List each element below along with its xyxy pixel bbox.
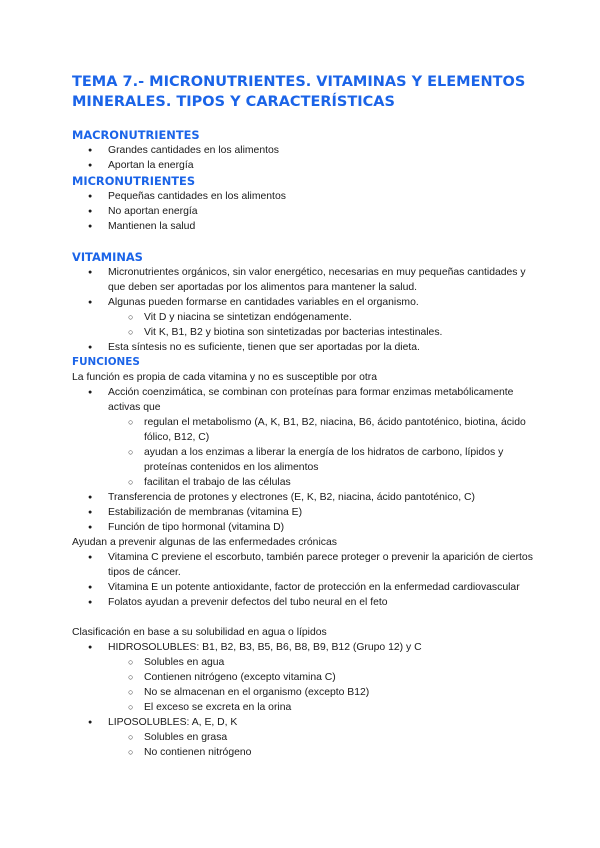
heading-micronutrientes: MICRONUTRIENTES <box>72 174 196 188</box>
list-item: ● Vitamina E un potente antioxidante, factor de protección en la enfermedad cardiovascular <box>72 580 542 595</box>
list-item: ● Folatos ayudan a prevenir defectos del tubo neural en el feto <box>72 595 542 610</box>
list-item: ● Función de tipo hormonal (vitamina D) <box>72 520 542 535</box>
micronutrientes-list <box>72 189 542 234</box>
list-item: ● HIDROSOLUBLES: B1, B2, B3, B5, B6, B8, B9, B12 (Grupo 12) y C <box>72 640 542 655</box>
vitaminas-list <box>72 265 542 355</box>
list-item: ● LIPOSOLUBLES: A, E, D, K <box>72 715 542 730</box>
list-subitem: ○ ayudan a los enzimas a liberar la energía de los hidratos de carbono, lípidos y proteínas contenidos en los alimentos <box>72 445 542 475</box>
list-subitem: ○ Vit K, B1, B2 y biotina son sintetizadas por bacterias intestinales. <box>72 325 542 340</box>
list-subitem: ○ Contienen nitrógeno (excepto vitamina C) <box>72 670 542 685</box>
document-body <box>72 127 542 760</box>
prevencion-list <box>72 550 542 610</box>
list-item: ● Esta síntesis no es suficiente, tienen que ser aportadas por la dieta. <box>72 340 542 355</box>
list-item: ● Algunas pueden formarse en cantidades variables en el organismo. <box>72 295 542 310</box>
list-subitem: ○ No contienen nitrógeno <box>72 745 542 760</box>
list-item: ● Pequeñas cantidades en los alimentos <box>72 189 542 204</box>
list-subitem: ○ Solubles en grasa <box>72 730 542 745</box>
list-subitem: ○ El exceso se excreta en la orina <box>72 700 542 715</box>
list-subitem: ○ Solubles en agua <box>72 655 542 670</box>
page-title: TEMA 7.- MICRONUTRIENTES. VITAMINAS Y ELEMENTOS MINERALES. TIPOS Y CARACTERÍSTICAS <box>72 74 526 110</box>
macronutrientes-list <box>72 143 542 173</box>
list-item: ● Micronutrientes orgánicos, sin valor energético, necesarias en muy pequeñas cantidades y que deben ser aportadas por los alimentos para mantener la salud. <box>72 265 542 295</box>
list-subitem: ○ Vit D y niacina se sintetizan endógenamente. <box>72 310 542 325</box>
heading-macronutrientes: MACRONUTRIENTES <box>72 128 200 142</box>
list-item: ● Transferencia de protones y electrones (E, K, B2, niacina, ácido pantoténico, C) <box>72 490 542 505</box>
list-item: ● Estabilización de membranas (vitamina E) <box>72 505 542 520</box>
heading-vitaminas: VITAMINAS <box>72 250 143 264</box>
list-item: ● Grandes cantidades en los alimentos <box>72 143 542 158</box>
paragraph: La función es propia de cada vitamina y no es susceptible por otra <box>72 372 377 383</box>
clasificacion-list <box>72 640 542 760</box>
list-item: ● Vitamina C previene el escorbuto, también parece proteger o prevenir la aparición de ciertos tipos de cáncer. <box>72 550 542 580</box>
spacer <box>72 234 542 249</box>
list-subitem: ○ facilitan el trabajo de las células <box>72 475 542 490</box>
heading-funciones: FUNCIONES <box>72 356 140 368</box>
list-item: ● Mantienen la salud <box>72 219 542 234</box>
spacer <box>72 610 542 625</box>
list-subitem: ○ No se almacenan en el organismo (excepto B12) <box>72 685 542 700</box>
paragraph: Clasificación en base a su solubilidad en agua o lípidos <box>72 627 327 638</box>
list-item: ● No aportan energía <box>72 204 542 219</box>
list-subitem: ○ regulan el metabolismo (A, K, B1, B2, niacina, B6, ácido pantoténico, biotina, ácido fólico, B12, C) <box>72 415 542 445</box>
list-item: ● Acción coenzimática, se combinan con proteínas para formar enzimas metabólicamente activas que <box>72 385 542 415</box>
paragraph: Ayudan a prevenir algunas de las enfermedades crónicas <box>72 537 337 548</box>
funciones-list <box>72 385 542 535</box>
list-item: ● Aportan la energía <box>72 158 542 173</box>
